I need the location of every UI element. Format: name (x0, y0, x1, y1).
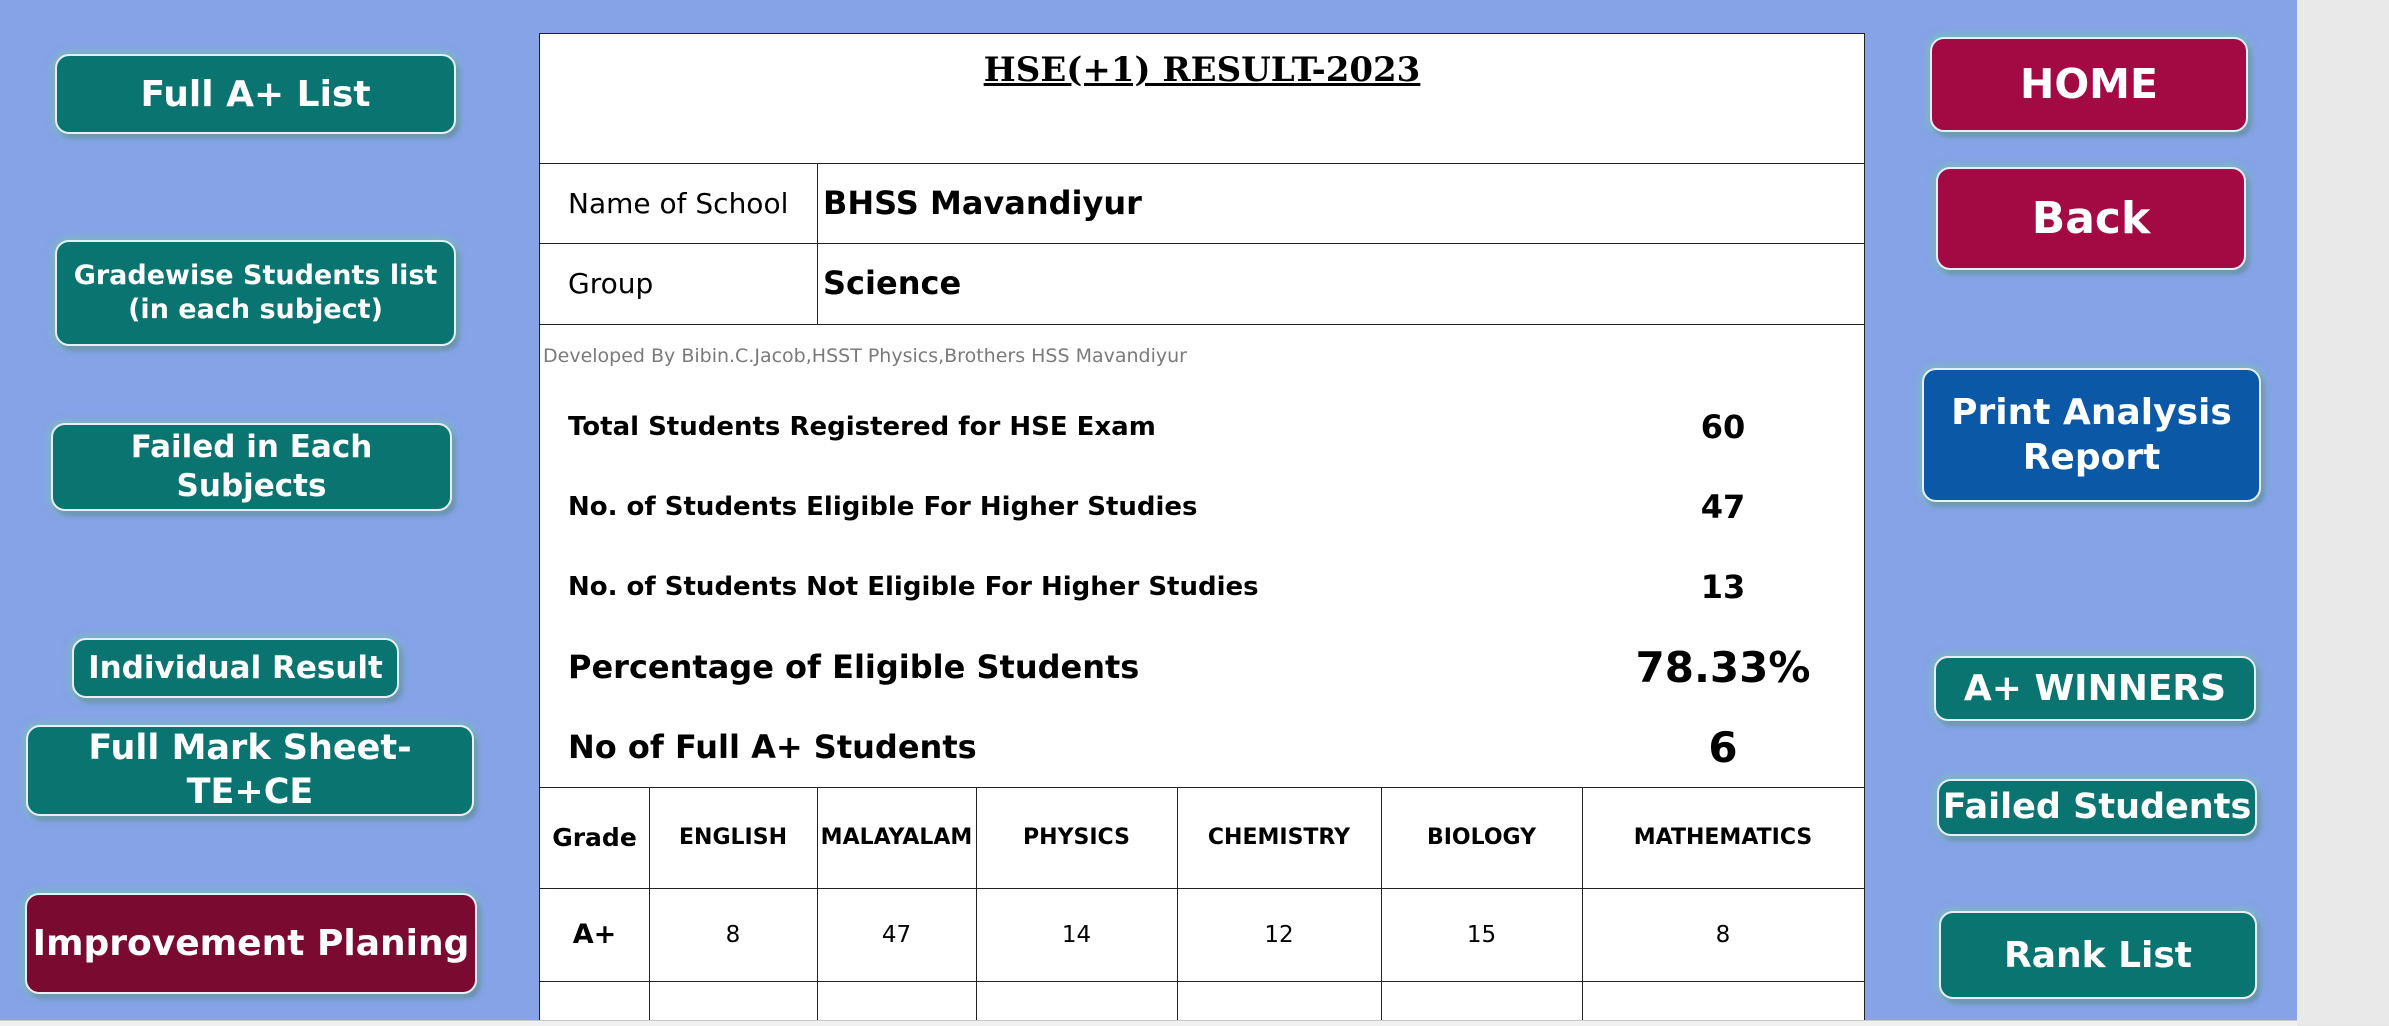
cell-chemistry: 12 (1264, 921, 1294, 948)
home-button[interactable]: HOME (1930, 37, 2248, 132)
result-title: HSE(+1) RESULT-2023 (983, 50, 1421, 90)
divider (540, 324, 1864, 325)
header-chemistry: CHEMISTRY (1207, 825, 1351, 850)
stat-value-not-eligible: 13 (1700, 568, 1746, 606)
header-physics: PHYSICS (1023, 825, 1130, 850)
divider (540, 163, 1864, 164)
window-gutter (2297, 0, 2389, 1025)
gradewise-label-line2: (in each subject) (128, 294, 383, 325)
group-label: Group (568, 267, 654, 300)
stat-label-registered: Total Students Registered for HSE Exam (568, 412, 1156, 442)
individual-result-button[interactable]: Individual Result (72, 638, 399, 698)
row-grade: A+ (572, 919, 617, 950)
stat-value-eligible: 47 (1700, 488, 1746, 526)
header-biology: BIOLOGY (1426, 825, 1537, 850)
developer-credit: Developed By Bibin.C.Jacob,HSST Physics,Brothers HSS Mavandiyur (543, 345, 1187, 367)
cell-mathematics: 8 (1715, 921, 1731, 948)
header-english: ENGLISH (679, 825, 787, 850)
cell-english: 8 (725, 921, 741, 948)
stat-label-percentage: Percentage of Eligible Students (568, 648, 1140, 686)
gradewise-students-list-button[interactable] (55, 240, 456, 346)
header-grade: Grade (552, 823, 637, 852)
table-border (540, 981, 1864, 982)
back-button[interactable]: Back (1936, 167, 2246, 270)
stat-label-full-aplus: No of Full A+ Students (568, 728, 977, 766)
cell-biology: 15 (1466, 921, 1497, 948)
stat-value-registered: 60 (1700, 408, 1746, 446)
divider (540, 243, 1864, 244)
header-malayalam: MALAYALAM (820, 825, 973, 850)
failed-in-each-subjects-button[interactable]: Failed in Each Subjects (51, 423, 452, 511)
failed-students-button[interactable]: Failed Students (1937, 779, 2257, 836)
group-value: Science (823, 264, 962, 302)
window-bottom-edge (0, 1020, 2297, 1026)
print-label-line2: Report (2022, 437, 2161, 478)
stat-value-full-aplus: 6 (1708, 723, 1738, 772)
cell-malayalam: 47 (881, 921, 912, 948)
cell-physics: 14 (1061, 921, 1092, 948)
full-aplus-list-button[interactable]: Full A+ List (55, 54, 456, 134)
full-mark-sheet-button[interactable]: Full Mark Sheet-TE+CE (26, 725, 474, 816)
print-label-line1: Print Analysis (1951, 392, 2232, 433)
school-value: BHSS Mavandiyur (823, 184, 1142, 222)
gradewise-label-line1: Gradewise Students list (73, 260, 438, 292)
stat-label-not-eligible: No. of Students Not Eligible For Higher Studies (568, 572, 1259, 602)
school-label: Name of School (568, 187, 789, 220)
result-sheet (539, 33, 1865, 1025)
aplus-winners-button[interactable]: A+ WINNERS (1934, 656, 2256, 721)
improvement-planing-button[interactable]: Improvement Planing (25, 893, 477, 994)
rank-list-button[interactable]: Rank List (1939, 911, 2257, 999)
header-mathematics: MATHEMATICS (1633, 825, 1813, 850)
stat-value-percentage: 78.33% (1635, 643, 1811, 692)
print-analysis-report-button[interactable] (1922, 368, 2261, 502)
divider (817, 163, 818, 324)
stat-label-eligible: No. of Students Eligible For Higher Studies (568, 492, 1198, 522)
